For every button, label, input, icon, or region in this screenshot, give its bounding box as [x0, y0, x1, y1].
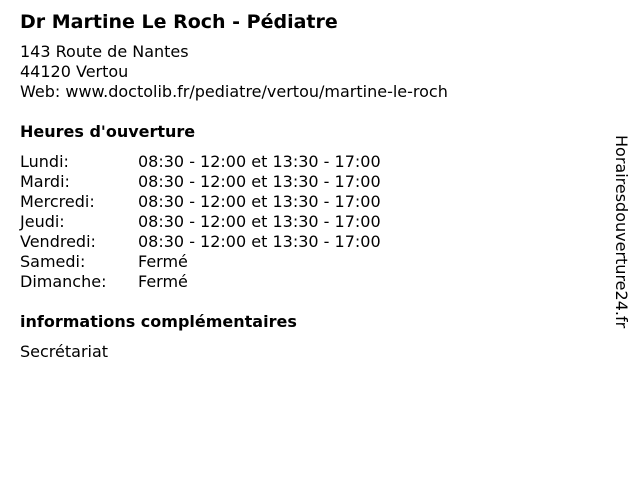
hours-row-sunday	[20, 272, 600, 292]
day-label: Jeudi:	[20, 212, 65, 231]
hours-row-thursday	[20, 212, 600, 232]
hours-row-monday	[20, 152, 600, 172]
day-label: Dimanche:	[20, 272, 107, 291]
hours-value: 08:30 - 12:00 et 13:30 - 17:00	[138, 172, 381, 191]
opening-hours-list	[20, 152, 600, 292]
additional-info-text: Secrétariat	[20, 342, 109, 361]
opening-hours-heading: Heures d'ouverture	[20, 122, 196, 141]
site-watermark: Horairesdouverture24.fr	[612, 135, 631, 329]
hours-value: Fermé	[138, 272, 188, 291]
business-card	[20, 8, 600, 362]
hours-value: 08:30 - 12:00 et 13:30 - 17:00	[138, 152, 381, 171]
address-street: 143 Route de Nantes	[20, 42, 189, 61]
day-label: Lundi:	[20, 152, 69, 171]
hours-row-wednesday	[20, 192, 600, 212]
hours-row-saturday	[20, 252, 600, 272]
hours-value: Fermé	[138, 252, 188, 271]
additional-info-heading: informations complémentaires	[20, 312, 297, 331]
hours-value: 08:30 - 12:00 et 13:30 - 17:00	[138, 192, 381, 211]
hours-value: 08:30 - 12:00 et 13:30 - 17:00	[138, 232, 381, 251]
hours-value: 08:30 - 12:00 et 13:30 - 17:00	[138, 212, 381, 231]
address-city: 44120 Vertou	[20, 62, 129, 81]
day-label: Vendredi:	[20, 232, 96, 251]
day-label: Mercredi:	[20, 192, 95, 211]
website-line: Web: www.doctolib.fr/pediatre/vertou/martine-le-roch	[20, 82, 448, 101]
day-label: Samedi:	[20, 252, 86, 271]
hours-row-tuesday	[20, 172, 600, 192]
hours-row-friday	[20, 232, 600, 252]
page-title: Dr Martine Le Roch - Pédiatre	[20, 11, 338, 33]
day-label: Mardi:	[20, 172, 70, 191]
